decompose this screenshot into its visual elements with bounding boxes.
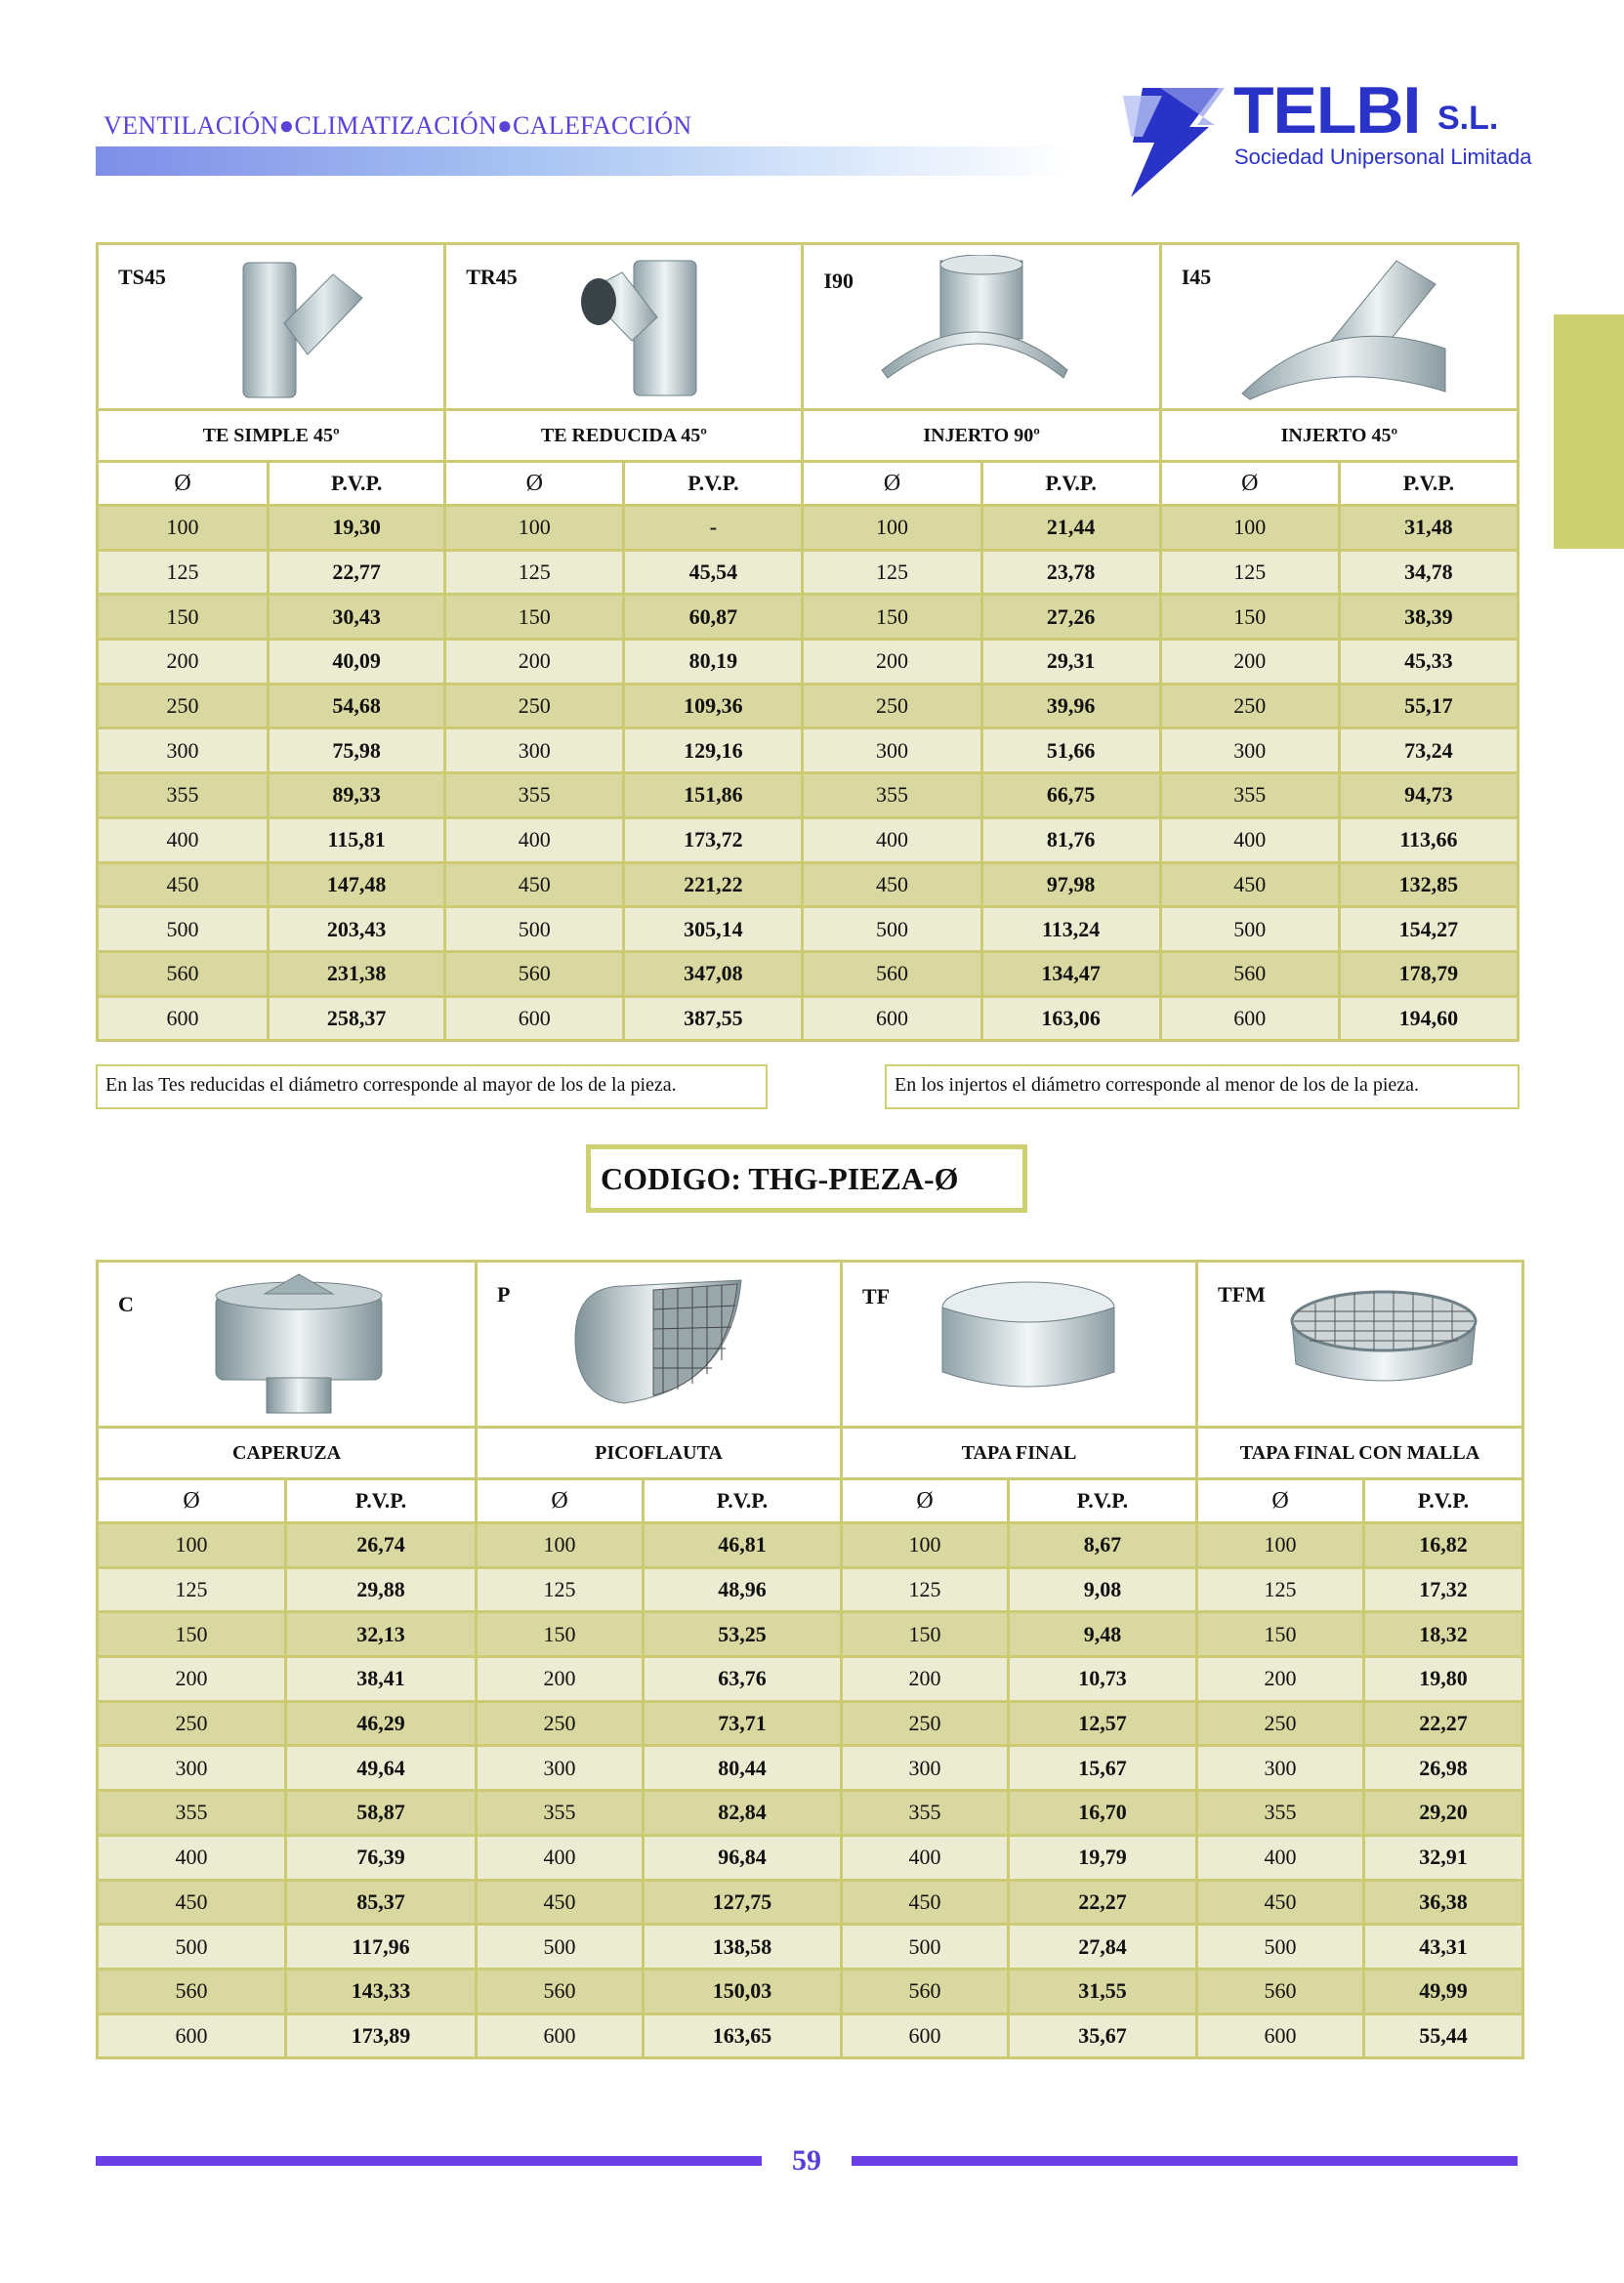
table-row xyxy=(99,1613,1521,1655)
price-cell: 89,33 xyxy=(270,774,443,816)
diameter-cell: 100 xyxy=(1198,1524,1362,1566)
product-image-cell xyxy=(478,1263,840,1426)
price-cell: 29,88 xyxy=(287,1569,475,1611)
price-cell: 16,70 xyxy=(1010,1792,1195,1834)
te-reducida-45-image xyxy=(563,253,739,399)
diameter-cell: 200 xyxy=(1162,641,1338,683)
column-header-price: P.V.P. xyxy=(1010,1480,1195,1521)
price-cell: 48,96 xyxy=(645,1569,840,1611)
table-row xyxy=(99,552,1517,594)
price-cell: 73,71 xyxy=(645,1703,840,1745)
price-cell: 16,82 xyxy=(1365,1524,1521,1566)
price-cell: 80,19 xyxy=(625,641,801,683)
company-logo xyxy=(1103,73,1533,200)
product-name: INJERTO 45º xyxy=(1162,411,1517,460)
diameter-cell: 125 xyxy=(478,1569,642,1611)
logo-suffix: S.L. xyxy=(1437,100,1499,137)
product-code: TF xyxy=(862,1284,891,1308)
price-cell: 347,08 xyxy=(625,953,801,995)
price-cell: 134,47 xyxy=(983,953,1159,995)
diameter-cell: 560 xyxy=(99,1971,284,2013)
column-header-price: P.V.P. xyxy=(287,1480,475,1521)
price-cell: 19,79 xyxy=(1010,1837,1195,1879)
diameter-cell: 200 xyxy=(99,641,267,683)
price-cell: 8,67 xyxy=(1010,1524,1195,1566)
tapa-final-image xyxy=(931,1274,1126,1411)
side-tab-marker xyxy=(1554,314,1624,549)
price-cell: 387,55 xyxy=(625,998,801,1040)
diameter-cell: 150 xyxy=(478,1613,642,1655)
diameter-cell: 250 xyxy=(99,1703,284,1745)
price-cell: 38,41 xyxy=(287,1658,475,1700)
column-header-diameter: Ø xyxy=(446,463,622,504)
diameter-cell: 500 xyxy=(446,908,622,950)
price-cell: 82,84 xyxy=(645,1792,840,1834)
diameter-cell: 500 xyxy=(804,908,979,950)
diameter-cell: 300 xyxy=(804,729,979,771)
footer-bar-left xyxy=(96,2156,762,2166)
price-cell: 36,38 xyxy=(1365,1882,1521,1924)
diameter-cell: 100 xyxy=(446,507,622,549)
diameter-cell: 450 xyxy=(843,1882,1007,1924)
picoflauta-image xyxy=(565,1270,761,1417)
column-header-diameter: Ø xyxy=(804,463,979,504)
price-cell: 163,06 xyxy=(983,998,1159,1040)
diameter-cell: 560 xyxy=(446,953,622,995)
column-header-diameter: Ø xyxy=(1198,1480,1362,1521)
diameter-cell: 125 xyxy=(1198,1569,1362,1611)
price-cell: 51,66 xyxy=(983,729,1159,771)
price-cell: 231,38 xyxy=(270,953,443,995)
lightning-bolt-icon xyxy=(1103,78,1230,200)
table-row xyxy=(99,1703,1521,1745)
product-code: TFM xyxy=(1218,1282,1266,1307)
diameter-cell: 250 xyxy=(99,685,267,727)
product-name: PICOFLAUTA xyxy=(478,1429,840,1477)
price-cell: 75,98 xyxy=(270,729,443,771)
price-cell: 305,14 xyxy=(625,908,801,950)
product-image-cell xyxy=(843,1263,1195,1426)
price-cell: 81,76 xyxy=(983,819,1159,861)
diameter-cell: 500 xyxy=(1162,908,1338,950)
price-cell: 31,48 xyxy=(1341,507,1517,549)
diameter-cell: 250 xyxy=(478,1703,642,1745)
diameter-cell: 150 xyxy=(99,596,267,638)
diameter-cell: 560 xyxy=(843,1971,1007,2013)
column-header-price: P.V.P. xyxy=(625,463,801,504)
price-cell: 46,81 xyxy=(645,1524,840,1566)
price-cell: 9,48 xyxy=(1010,1613,1195,1655)
price-cell: 29,20 xyxy=(1365,1792,1521,1834)
table-row xyxy=(99,1747,1521,1789)
diameter-cell: 355 xyxy=(99,1792,284,1834)
table-row xyxy=(99,1792,1521,1834)
table-row xyxy=(99,1837,1521,1879)
diameter-cell: 200 xyxy=(478,1658,642,1700)
price-cell: 32,13 xyxy=(287,1613,475,1655)
price-cell: 113,66 xyxy=(1341,819,1517,861)
column-header-diameter: Ø xyxy=(478,1480,642,1521)
price-cell: 58,87 xyxy=(287,1792,475,1834)
diameter-cell: 600 xyxy=(1162,998,1338,1040)
diameter-cell: 400 xyxy=(843,1837,1007,1879)
diameter-cell: 400 xyxy=(1198,1837,1362,1879)
price-cell: 80,44 xyxy=(645,1747,840,1789)
diameter-cell: 600 xyxy=(478,2015,642,2057)
column-header-price: P.V.P. xyxy=(983,463,1159,504)
column-header-price: P.V.P. xyxy=(1341,463,1517,504)
price-cell: 173,89 xyxy=(287,2015,475,2057)
diameter-cell: 200 xyxy=(804,641,979,683)
price-cell: 32,91 xyxy=(1365,1837,1521,1879)
table-row xyxy=(99,1569,1521,1611)
price-cell: 19,80 xyxy=(1365,1658,1521,1700)
table-row xyxy=(99,819,1517,861)
price-cell: 163,65 xyxy=(645,2015,840,2057)
price-cell: 258,37 xyxy=(270,998,443,1040)
caperuza-image xyxy=(206,1272,392,1419)
diameter-cell: 125 xyxy=(99,552,267,594)
table-row xyxy=(99,1524,1521,1566)
diameter-cell: 200 xyxy=(99,1658,284,1700)
diameter-cell: 450 xyxy=(478,1882,642,1924)
page-number: 59 xyxy=(792,2144,821,2177)
diameter-cell: 100 xyxy=(478,1524,642,1566)
table-row xyxy=(99,953,1517,995)
diameter-cell: 250 xyxy=(804,685,979,727)
diameter-cell: 300 xyxy=(99,1747,284,1789)
price-cell: 60,87 xyxy=(625,596,801,638)
product-code: C xyxy=(118,1292,134,1316)
injerto-90-image xyxy=(872,255,1087,401)
diameter-cell: 450 xyxy=(1162,864,1338,906)
column-header-price: P.V.P. xyxy=(1365,1480,1521,1521)
diameter-cell: 200 xyxy=(446,641,622,683)
price-cell: 26,98 xyxy=(1365,1747,1521,1789)
diameter-cell: 560 xyxy=(804,953,979,995)
price-cell: 55,44 xyxy=(1365,2015,1521,2057)
product-code: TS45 xyxy=(118,265,166,289)
price-cell: 178,79 xyxy=(1341,953,1517,995)
product-name: INJERTO 90º xyxy=(804,411,1158,460)
diameter-cell: 600 xyxy=(1198,2015,1362,2057)
price-cell: 53,25 xyxy=(645,1613,840,1655)
logo-name: TELBI xyxy=(1233,73,1421,147)
price-cell: 203,43 xyxy=(270,908,443,950)
diameter-cell: 500 xyxy=(478,1926,642,1968)
product-name: TAPA FINAL CON MALLA xyxy=(1198,1429,1521,1477)
product-image-cell xyxy=(99,1263,475,1426)
product-code: P xyxy=(497,1282,511,1307)
price-cell: 66,75 xyxy=(983,774,1159,816)
column-header-diameter: Ø xyxy=(99,463,267,504)
price-cell: 39,96 xyxy=(983,685,1159,727)
diameter-cell: 200 xyxy=(843,1658,1007,1700)
price-cell: 17,32 xyxy=(1365,1569,1521,1611)
price-table-terminales xyxy=(96,1260,1524,2059)
price-cell: 15,67 xyxy=(1010,1747,1195,1789)
price-cell: 23,78 xyxy=(983,552,1159,594)
diameter-cell: 300 xyxy=(478,1747,642,1789)
price-cell: 97,98 xyxy=(983,864,1159,906)
diameter-cell: 450 xyxy=(99,1882,284,1924)
product-code-format: CODIGO: THG-PIEZA-Ø xyxy=(586,1144,1027,1213)
price-cell: 29,31 xyxy=(983,641,1159,683)
price-cell: 113,24 xyxy=(983,908,1159,950)
diameter-cell: 500 xyxy=(843,1926,1007,1968)
diameter-cell: 400 xyxy=(1162,819,1338,861)
column-header-diameter: Ø xyxy=(1162,463,1338,504)
diameter-cell: 125 xyxy=(804,552,979,594)
diameter-cell: 560 xyxy=(1198,1971,1362,2013)
table-row xyxy=(99,1658,1521,1700)
diameter-cell: 300 xyxy=(1162,729,1338,771)
price-cell: 49,99 xyxy=(1365,1971,1521,2013)
price-cell: 19,30 xyxy=(270,507,443,549)
price-cell: 54,68 xyxy=(270,685,443,727)
diameter-cell: 200 xyxy=(1198,1658,1362,1700)
diameter-cell: 300 xyxy=(99,729,267,771)
tapa-final-malla-image xyxy=(1286,1282,1481,1409)
diameter-cell: 250 xyxy=(1198,1703,1362,1745)
diameter-cell: 500 xyxy=(1198,1926,1362,1968)
diameter-cell: 400 xyxy=(99,819,267,861)
price-cell: 132,85 xyxy=(1341,864,1517,906)
price-cell: 127,75 xyxy=(645,1882,840,1924)
diameter-cell: 355 xyxy=(478,1792,642,1834)
price-cell: 76,39 xyxy=(287,1837,475,1879)
price-cell: 22,27 xyxy=(1010,1882,1195,1924)
diameter-cell: 355 xyxy=(1162,774,1338,816)
product-name: CAPERUZA xyxy=(99,1429,475,1477)
diameter-cell: 600 xyxy=(99,998,267,1040)
price-cell: 63,76 xyxy=(645,1658,840,1700)
product-code: TR45 xyxy=(466,265,518,289)
price-cell: 94,73 xyxy=(1341,774,1517,816)
diameter-cell: 250 xyxy=(843,1703,1007,1745)
column-header-diameter: Ø xyxy=(99,1480,284,1521)
table-row xyxy=(99,864,1517,906)
price-cell: 22,77 xyxy=(270,552,443,594)
price-cell: 43,31 xyxy=(1365,1926,1521,1968)
price-cell: 150,03 xyxy=(645,1971,840,2013)
price-cell: 117,96 xyxy=(287,1926,475,1968)
diameter-cell: 600 xyxy=(843,2015,1007,2057)
diameter-cell: 355 xyxy=(804,774,979,816)
diameter-cell: 100 xyxy=(99,1524,284,1566)
price-cell: 9,08 xyxy=(1010,1569,1195,1611)
column-header-diameter: Ø xyxy=(843,1480,1007,1521)
diameter-cell: 300 xyxy=(1198,1747,1362,1789)
price-cell: 30,43 xyxy=(270,596,443,638)
diameter-cell: 100 xyxy=(1162,507,1338,549)
diameter-cell: 250 xyxy=(1162,685,1338,727)
table-row xyxy=(99,685,1517,727)
diameter-cell: 560 xyxy=(99,953,267,995)
diameter-cell: 150 xyxy=(99,1613,284,1655)
diameter-cell: 125 xyxy=(843,1569,1007,1611)
diameter-cell: 400 xyxy=(446,819,622,861)
price-cell: 154,27 xyxy=(1341,908,1517,950)
table-row xyxy=(99,641,1517,683)
diameter-cell: 100 xyxy=(804,507,979,549)
price-cell: 45,54 xyxy=(625,552,801,594)
table-row xyxy=(99,1926,1521,1968)
product-image-cell xyxy=(1162,245,1517,408)
diameter-cell: 150 xyxy=(1162,596,1338,638)
product-image-cell xyxy=(99,245,443,408)
logo-tagline: Sociedad Unipersonal Limitada xyxy=(1234,145,1532,169)
diameter-cell: 450 xyxy=(99,864,267,906)
product-name: TE REDUCIDA 45º xyxy=(446,411,801,460)
price-cell: 115,81 xyxy=(270,819,443,861)
price-cell: 40,09 xyxy=(270,641,443,683)
footer-bar-right xyxy=(852,2156,1518,2166)
diameter-cell: 500 xyxy=(99,908,267,950)
price-cell: 138,58 xyxy=(645,1926,840,1968)
diameter-cell: 100 xyxy=(843,1524,1007,1566)
diameter-cell: 300 xyxy=(843,1747,1007,1789)
price-table-tes-injertos xyxy=(96,242,1520,1042)
product-code: I45 xyxy=(1181,265,1212,289)
table-row xyxy=(99,507,1517,549)
price-cell: 194,60 xyxy=(1341,998,1517,1040)
diameter-cell: 355 xyxy=(99,774,267,816)
price-cell: 151,86 xyxy=(625,774,801,816)
product-name: TE SIMPLE 45º xyxy=(99,411,443,460)
table-row xyxy=(99,1882,1521,1924)
header-gradient-bar xyxy=(96,146,1072,176)
diameter-cell: 600 xyxy=(804,998,979,1040)
note-injertos: En los injertos el diámetro corresponde al menor de los de la pieza. xyxy=(885,1064,1520,1109)
diameter-cell: 450 xyxy=(1198,1882,1362,1924)
diameter-cell: 300 xyxy=(446,729,622,771)
product-image-cell xyxy=(446,245,801,408)
table-row xyxy=(99,2015,1521,2057)
table-row xyxy=(99,596,1517,638)
product-code: I90 xyxy=(823,269,854,293)
injerto-45-image xyxy=(1230,251,1455,402)
product-name: TAPA FINAL xyxy=(843,1429,1195,1477)
price-cell: 10,73 xyxy=(1010,1658,1195,1700)
price-cell: 45,33 xyxy=(1341,641,1517,683)
note-tes-reducidas: En las Tes reducidas el diámetro corresponde al mayor de los de la pieza. xyxy=(96,1064,768,1109)
column-header-price: P.V.P. xyxy=(270,463,443,504)
diameter-cell: 560 xyxy=(478,1971,642,2013)
price-cell: 221,22 xyxy=(625,864,801,906)
price-cell: 35,67 xyxy=(1010,2015,1195,2057)
diameter-cell: 355 xyxy=(1198,1792,1362,1834)
price-cell: - xyxy=(625,507,801,549)
price-cell: 129,16 xyxy=(625,729,801,771)
price-cell: 85,37 xyxy=(287,1882,475,1924)
te-simple-45-image xyxy=(206,255,382,401)
price-cell: 143,33 xyxy=(287,1971,475,2013)
diameter-cell: 250 xyxy=(446,685,622,727)
table-row xyxy=(99,998,1517,1040)
price-cell: 12,57 xyxy=(1010,1703,1195,1745)
column-header-price: P.V.P. xyxy=(645,1480,840,1521)
price-cell: 96,84 xyxy=(645,1837,840,1879)
table-row xyxy=(99,774,1517,816)
price-cell: 49,64 xyxy=(287,1747,475,1789)
table-row xyxy=(99,908,1517,950)
price-cell: 31,55 xyxy=(1010,1971,1195,2013)
price-cell: 26,74 xyxy=(287,1524,475,1566)
price-cell: 73,24 xyxy=(1341,729,1517,771)
diameter-cell: 450 xyxy=(804,864,979,906)
diameter-cell: 125 xyxy=(1162,552,1338,594)
price-cell: 27,26 xyxy=(983,596,1159,638)
diameter-cell: 400 xyxy=(99,1837,284,1879)
diameter-cell: 600 xyxy=(99,2015,284,2057)
diameter-cell: 500 xyxy=(99,1926,284,1968)
price-cell: 147,48 xyxy=(270,864,443,906)
diameter-cell: 355 xyxy=(446,774,622,816)
diameter-cell: 400 xyxy=(478,1837,642,1879)
product-image-cell xyxy=(804,245,1158,408)
price-cell: 22,27 xyxy=(1365,1703,1521,1745)
table-row xyxy=(99,1971,1521,2013)
price-cell: 109,36 xyxy=(625,685,801,727)
diameter-cell: 150 xyxy=(843,1613,1007,1655)
diameter-cell: 355 xyxy=(843,1792,1007,1834)
price-cell: 46,29 xyxy=(287,1703,475,1745)
table-row xyxy=(99,729,1517,771)
diameter-cell: 400 xyxy=(804,819,979,861)
product-image-cell xyxy=(1198,1263,1521,1426)
price-cell: 38,39 xyxy=(1341,596,1517,638)
price-cell: 21,44 xyxy=(983,507,1159,549)
diameter-cell: 125 xyxy=(446,552,622,594)
header-tagline: VENTILACIÓN●CLIMATIZACIÓN●CALEFACCIÓN xyxy=(104,111,692,140)
diameter-cell: 150 xyxy=(1198,1613,1362,1655)
price-cell: 27,84 xyxy=(1010,1926,1195,1968)
price-cell: 55,17 xyxy=(1341,685,1517,727)
diameter-cell: 450 xyxy=(446,864,622,906)
diameter-cell: 560 xyxy=(1162,953,1338,995)
diameter-cell: 150 xyxy=(804,596,979,638)
diameter-cell: 100 xyxy=(99,507,267,549)
price-cell: 18,32 xyxy=(1365,1613,1521,1655)
diameter-cell: 600 xyxy=(446,998,622,1040)
price-cell: 173,72 xyxy=(625,819,801,861)
price-cell: 34,78 xyxy=(1341,552,1517,594)
diameter-cell: 125 xyxy=(99,1569,284,1611)
diameter-cell: 150 xyxy=(446,596,622,638)
